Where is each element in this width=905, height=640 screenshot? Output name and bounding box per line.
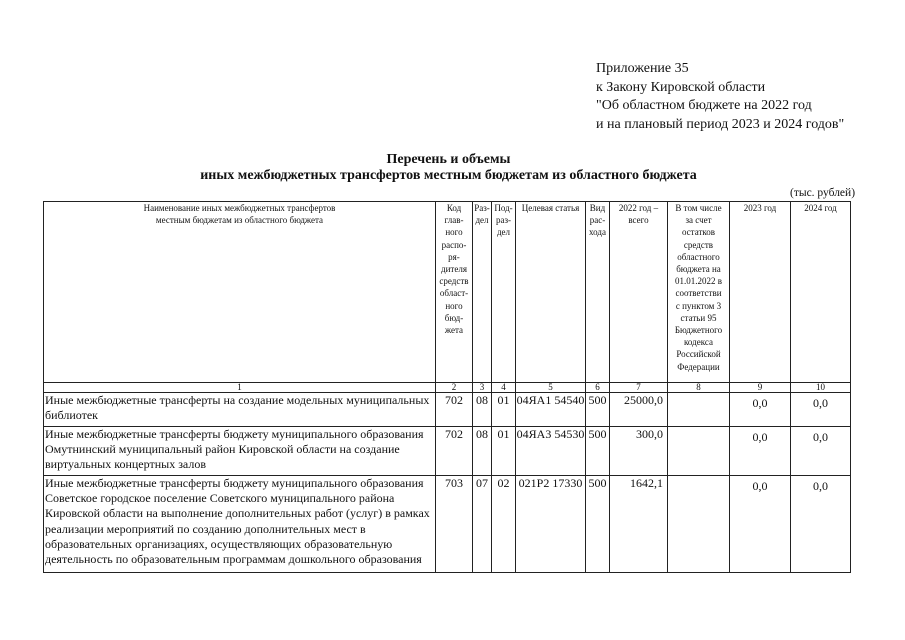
units-label: (тыс. рублей) (790, 187, 856, 199)
header-2023: 2023 год (730, 202, 791, 383)
transfer-name: Иные межбюджетные трансферты на создание модельных муниципальных библиотек (44, 393, 436, 427)
section-cell: 07 (473, 476, 492, 573)
transfer-name: Иные межбюджетные трансферты бюджету муниципального образования Советское городское поселение Советского муниципального района Кировской области на выполнение дополнительных работ (услуг) в рамках реализации мероприятий по созданию дополнительных мест в образовательных организациях, осуществляющих образовательную деятельность по образовательным программам дошкольного образования (44, 476, 436, 573)
residual-cell (668, 427, 730, 476)
header-code: Код глав- ного распо- ря- дителя средств област- ного бюд- жета (436, 202, 473, 383)
header-subsection: Под- раз- дел (492, 202, 516, 383)
column-number: 1 (44, 383, 436, 393)
article-cell: 04ЯА3 54530 (516, 427, 586, 476)
column-number: 3 (473, 383, 492, 393)
subsection-cell: 01 (492, 427, 516, 476)
column-number: 8 (668, 383, 730, 393)
document-title-line-2: иных межбюджетных трансфертов местным бюджетам из областного бюджета (200, 168, 697, 183)
column-number: 7 (610, 383, 668, 393)
transfer-name: Иные межбюджетные трансферты бюджету муниципального образования Омутнинский муниципальный район Кировской области на создание виртуальных концертных залов (44, 427, 436, 476)
transfers-table (43, 201, 851, 573)
total-2022-cell: 25000,0 (610, 393, 668, 427)
header-row (44, 202, 851, 383)
section-cell: 08 (473, 427, 492, 476)
header-name: Наименование иных межбюджетных трансфертов местным бюджетам из областного бюджета (44, 202, 436, 383)
appendix-line-3: "Об областном бюджете на 2022 год (596, 98, 812, 113)
column-number: 6 (586, 383, 610, 393)
header-article: Целевая статья (516, 202, 586, 383)
column-number: 10 (791, 383, 851, 393)
table-row (44, 393, 851, 427)
appendix-line-1: Приложение 35 (596, 61, 689, 76)
subsection-cell: 01 (492, 393, 516, 427)
year-2024-cell: 0,0 (791, 393, 851, 427)
article-cell: 04ЯА1 54540 (516, 393, 586, 427)
header-type: Вид рас- хода (586, 202, 610, 383)
code-cell: 702 (436, 427, 473, 476)
column-number: 2 (436, 383, 473, 393)
column-number: 4 (492, 383, 516, 393)
code-cell: 703 (436, 476, 473, 573)
table-row (44, 476, 851, 573)
appendix-line-4: и на плановый период 2023 и 2024 годов" (596, 116, 845, 132)
appendix-reference (596, 60, 844, 134)
column-numbers-row (44, 383, 851, 393)
header-section: Раз- дел (473, 202, 492, 383)
column-number: 9 (730, 383, 791, 393)
year-2023-cell: 0,0 (730, 393, 791, 427)
header-residual: В том числе за счет остатков средств областного бюджета на 01.01.2022 в соответстви с пунктом 3 статьи 95 Бюджетного кодекса Российской Федерации (668, 202, 730, 383)
residual-cell (668, 393, 730, 427)
appendix-line-2: к Закону Кировской области (596, 79, 766, 95)
article-cell: 021Р2 17330 (516, 476, 586, 573)
year-2024-cell: 0,0 (791, 427, 851, 476)
residual-cell (668, 476, 730, 573)
year-2024-cell: 0,0 (791, 476, 851, 573)
year-2023-cell: 0,0 (730, 476, 791, 573)
column-number: 5 (516, 383, 586, 393)
type-cell: 500 (586, 427, 610, 476)
type-cell: 500 (586, 393, 610, 427)
type-cell: 500 (586, 476, 610, 573)
header-total-2022: 2022 год – всего (610, 202, 668, 383)
code-cell: 702 (436, 393, 473, 427)
total-2022-cell: 1642,1 (610, 476, 668, 573)
subsection-cell: 02 (492, 476, 516, 573)
year-2023-cell: 0,0 (730, 427, 791, 476)
section-cell: 08 (473, 393, 492, 427)
header-2024: 2024 год (791, 202, 851, 383)
document-title-line-1: Перечень и объемы (386, 152, 511, 167)
total-2022-cell: 300,0 (610, 427, 668, 476)
table-row (44, 427, 851, 476)
